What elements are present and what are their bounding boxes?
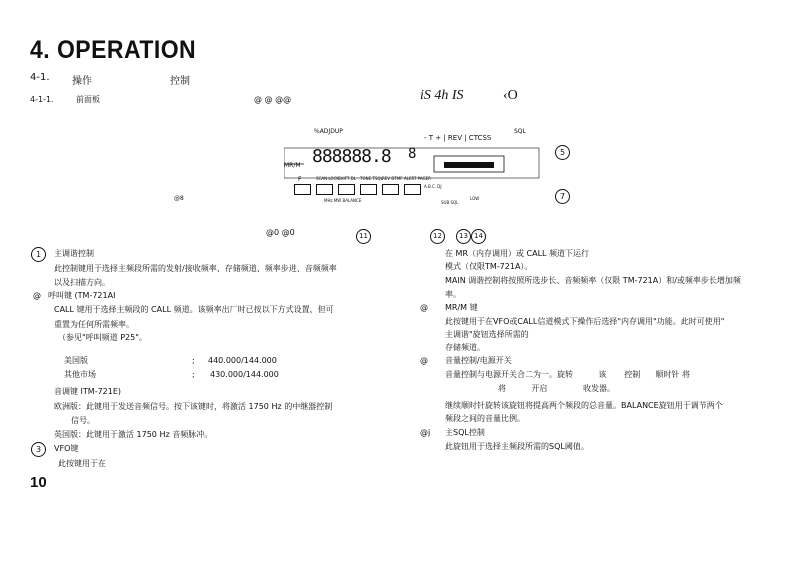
garbled-symbols: @ @ @@ <box>254 95 292 104</box>
vol-title: 音量控制/电源开关 <box>445 356 512 365</box>
key-label-scan: SCAN LOCK <box>316 176 339 181</box>
item1-title: 主调谐控制 <box>54 249 94 258</box>
mr-body-2: 主调谐"旋钮选择所需的 <box>445 330 529 339</box>
right-cont-3: MAIN 调谐控制将按照所选步长、音频频率（仅限 TM-721A）和/或频率步长增加频 <box>445 276 741 285</box>
item3-title: VFO键 <box>54 444 79 453</box>
sql-body: 此旋钮用于选择主频段所需的SQL阈值。 <box>445 442 589 451</box>
bottom-references: @0 @0 <box>266 228 295 237</box>
tone-body-1: 欧洲版：此键用于发送音频信号。按下该键时，将激活 1750 Hz 的中继器控制 <box>54 402 333 411</box>
tone-body-1b: 信号。 <box>71 416 95 425</box>
lcd-digits: 888888.8 <box>312 146 391 167</box>
item2-body-1: CALL 键用于选择主频段的 CALL 频道。该频率出厂时已按以下方式设置，但可 <box>54 305 334 314</box>
sql-title: 主SQL控制 <box>445 428 485 437</box>
mr-body-3: 存储频道。 <box>445 343 485 352</box>
tone-title: 音调键 ITM-721E) <box>54 387 122 396</box>
table-value-2: 430.000/144.000 <box>210 370 279 379</box>
key-label-rev: REV DTMF <box>382 176 403 181</box>
table-sep-1: ; <box>192 356 195 365</box>
subsection-title: 前面板 <box>76 95 100 104</box>
rev-key[interactable] <box>382 184 399 195</box>
table-value-1: 440.000/144.000 <box>208 356 277 365</box>
alert-key[interactable] <box>404 184 421 195</box>
section-number: 4-1. <box>30 72 50 83</box>
callout-5: 5 <box>555 145 570 160</box>
garbled-text-2: ‹O <box>503 88 518 103</box>
abc-label: A.B.C. DJ <box>424 184 442 189</box>
table-market-2: 其他市场 <box>64 370 96 379</box>
section-title-2: 控制 <box>170 76 190 87</box>
item2-reference: （参见"呼叫频道 P25"。 <box>58 333 147 342</box>
vol-marker: @ <box>420 356 428 365</box>
panel-top-right-labels: - T + | REV | CTCSS <box>424 134 492 142</box>
panel-top-labels: %ADJDUP <box>314 128 343 135</box>
vol-body-4: 频段之间的音量比例。 <box>445 414 525 423</box>
key-label-alert: ALERT PAGER <box>404 176 431 181</box>
callout-1: 1 <box>31 247 46 262</box>
section-title: 操作 <box>72 76 92 87</box>
right-cont-1: 在 MR（内存调用）或 CALL 频道下运行 <box>445 249 590 258</box>
mr-marker: @ <box>420 303 428 312</box>
right-cont-2: 模式（仅限TM-721A）。 <box>445 262 533 271</box>
item2-marker: @ <box>33 291 41 300</box>
key-label-tone: TONE TSQL <box>360 176 383 181</box>
page-heading: 4. OPERATION <box>30 36 197 64</box>
left-reference: @8 <box>174 195 184 202</box>
front-panel-diagram <box>284 128 544 208</box>
key-sub-labels: MHz MW BALANCE <box>324 198 362 203</box>
table-market-1: 美国版 <box>64 356 88 365</box>
tone-body-2: 英国版：此键用于激活 1750 Hz 音频脉冲。 <box>54 430 213 439</box>
item2-title: 呼叫键 (TM-721AI <box>48 291 116 300</box>
scan-lock-key[interactable] <box>316 184 333 195</box>
vol-body-3: 继续顺时针旋转该旋钮将提高两个频段的总音量。BALANCE旋钮用于调节两个 <box>445 401 723 410</box>
key-label-f: F <box>298 176 302 183</box>
mr-body-1: 此按键用于在VFO或CALL信道模式下操作后选择"内存调用"功能。此时可使用" <box>445 317 725 326</box>
sql-label: SQL <box>514 128 526 135</box>
mr-title: MR/M 键 <box>445 303 478 312</box>
item1-body-1: 此控制键用于选择主频段所需的发射/接收频率、存储频道、频率步进、音频频率 <box>54 264 337 273</box>
shift-key[interactable] <box>338 184 355 195</box>
table-sep-2: ; <box>192 370 195 379</box>
tone-key[interactable] <box>360 184 377 195</box>
lcd-small-digit: 8 <box>408 146 416 162</box>
f-key[interactable] <box>294 184 311 195</box>
right-cont-4: 率。 <box>445 290 461 299</box>
sub-sql-label: SUB SQL <box>441 200 459 205</box>
vol-body-2: 将 开启 收发器。 <box>498 384 616 393</box>
subsection-number: 4-1-1. <box>30 95 54 104</box>
callout-14: 14 <box>471 229 486 244</box>
low-label: LOW <box>470 196 480 201</box>
item3-body: 此按键用于在 <box>58 459 106 468</box>
garbled-text: iS 4h IS <box>420 88 464 103</box>
callout-7: 7 <box>555 189 570 204</box>
callout-12: 12 <box>430 229 445 244</box>
key-label-shift: SHIFT DL <box>338 176 356 181</box>
callout-3: 3 <box>31 442 46 457</box>
item2-body-2: 重置为任何所需频率。 <box>54 320 134 329</box>
callout-13: 13 <box>456 229 471 244</box>
vol-body-1: 音量控制与电源开关合二为一。旋转 该 控制 顺时针 将 <box>445 370 691 379</box>
callout-11: 11 <box>356 229 371 244</box>
sql-marker: @j <box>420 428 431 437</box>
page-number: 10 <box>30 474 47 491</box>
item1-body-2: 以及扫描方向。 <box>54 278 110 287</box>
mr-label: MR/M <box>284 162 301 169</box>
